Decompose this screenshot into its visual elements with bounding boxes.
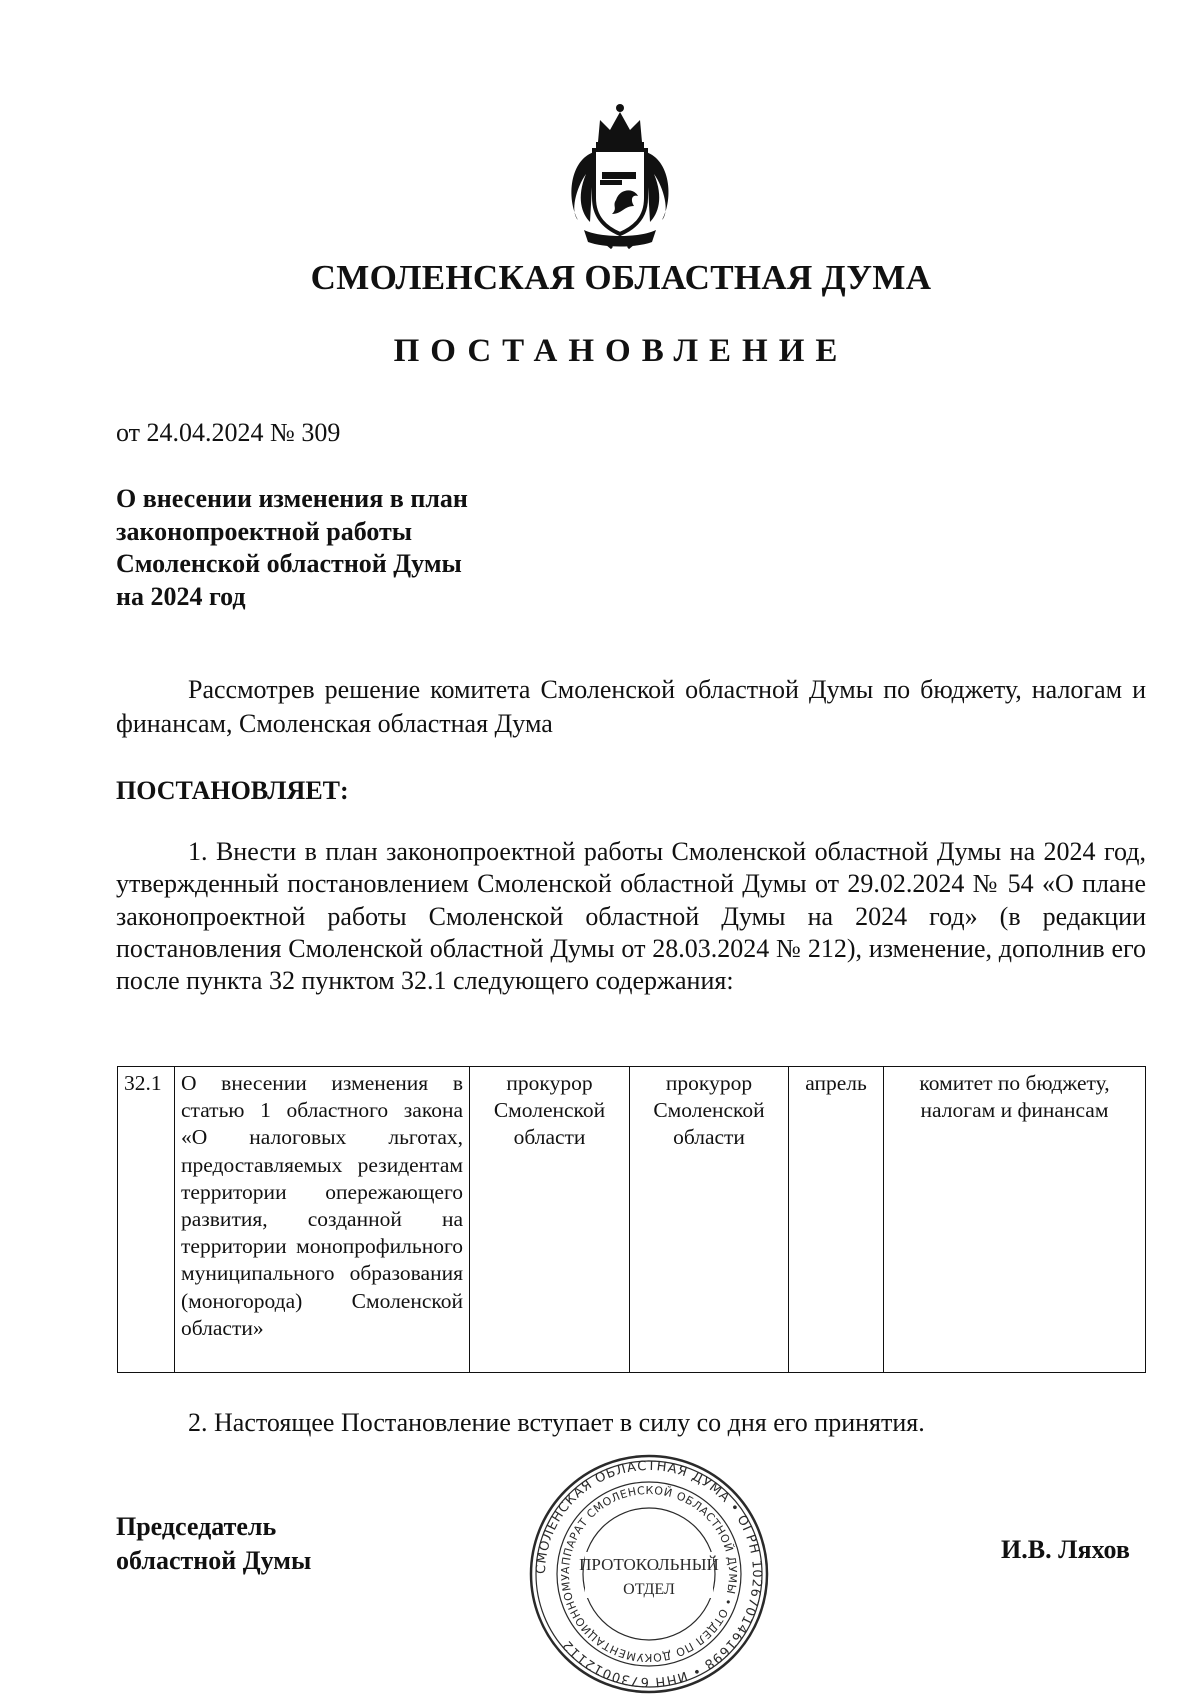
document-type-title: ПОСТАНОВЛЕНИЕ bbox=[393, 333, 849, 369]
decision-item-1: 1. Внести в план законопроектной работы Смоленской областной Думы на 2024 год, утвержденный постановлением Смоленской областной Думы от 29.02.2024 № 54 «О плане законопроектной работы Смоленской областной Думы на 2024 год» (в редакции постановления Смоленской областной Думы от 28.03.2024 № 212), изменение, дополнив его после пункта 32 пунктом 32.1 следующего содержания: bbox=[116, 837, 1146, 996]
signer-position bbox=[116, 1510, 311, 1578]
cell-item-number: 32.1 bbox=[118, 1067, 175, 1373]
cell-developer: прокурор Смоленской области bbox=[630, 1067, 789, 1373]
organization-name: СМОЛЕНСКАЯ ОБЛАСТНАЯ ДУМА bbox=[310, 258, 932, 297]
subject-line: на 2024 год bbox=[116, 581, 246, 611]
amendment-table bbox=[117, 1066, 1146, 1373]
decision-heading: ПОСТАНОВЛЯЕТ: bbox=[116, 776, 349, 805]
document-date-number: от 24.04.2024 № 309 bbox=[116, 418, 341, 447]
subject-line: О внесении изменения в план bbox=[116, 484, 468, 513]
signer-name: И.В. Ляхов bbox=[1001, 1535, 1130, 1564]
subject-line: законопроектной работы bbox=[116, 516, 413, 546]
coat-of-arms-emblem bbox=[560, 102, 680, 250]
decision-item-2: 2. Настоящее Постановление вступает в силу со дня его принятия. bbox=[188, 1408, 925, 1437]
seal-inner-text: АППАРАТ СМОЛЕНСКОЙ ОБЛАСТНОЙ ДУМЫ • ОТДЕЛ ПО ДОКУМЕНТАЦИОННОМУ bbox=[558, 1483, 740, 1665]
official-seal bbox=[527, 1452, 771, 1696]
cell-bill-title: О внесении изменения в статью 1 областного закона «О налоговых льготах, предоставляемых резидентам территории опережающего развития, созданной на территории монопрофильного муниципального образования (моногорода) Смоленской области» bbox=[175, 1067, 470, 1373]
seal-outer-text: СМОЛЕНСКАЯ ОБЛАСТНАЯ ДУМА • ОГРН 1026701461698 • ИНН 6730012112 bbox=[533, 1458, 765, 1690]
signer-position-line: Председатель bbox=[116, 1512, 277, 1541]
seal-center-line-1: ПРОТОКОЛЬНЫЙ bbox=[579, 1555, 719, 1574]
table-row bbox=[118, 1067, 1146, 1373]
preamble-paragraph: Рассмотрев решение комитета Смоленской областной Думы по бюджету, налогам и финансам, Смоленская областная Дума bbox=[116, 675, 1146, 738]
cell-initiator: прокурор Смоленской области bbox=[470, 1067, 630, 1373]
cell-responsible-committee: комитет по бюджету, налогам и финансам bbox=[884, 1067, 1146, 1373]
seal-center-line-2: ОТДЕЛ bbox=[623, 1581, 675, 1598]
subject-line: Смоленской областной Думы bbox=[116, 549, 462, 578]
document-subject bbox=[116, 483, 468, 613]
signer-position-line: областной Думы bbox=[116, 1546, 312, 1575]
cell-term: апрель bbox=[789, 1067, 884, 1373]
